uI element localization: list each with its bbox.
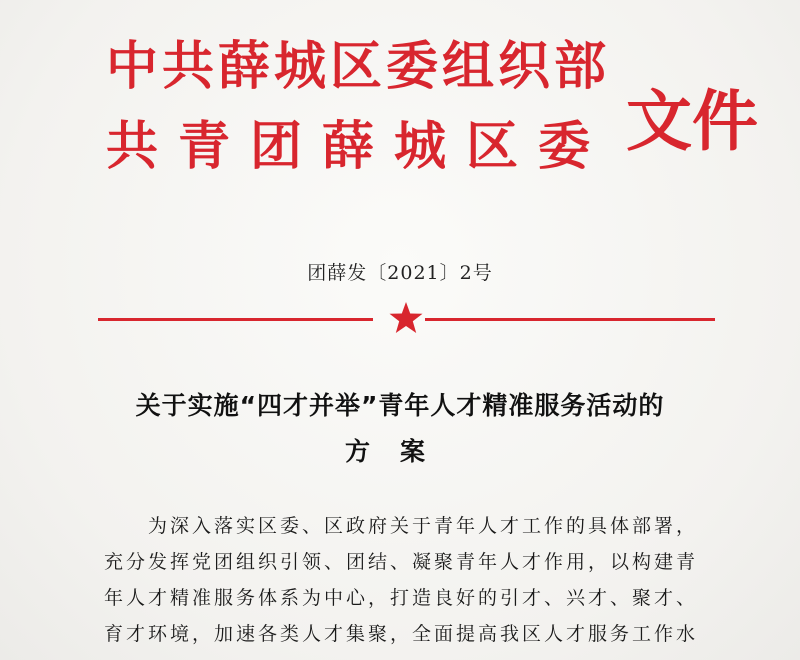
red-rule-left — [98, 318, 373, 321]
document-number: 团薛发〔2021〕2号 — [307, 262, 493, 284]
red-star-icon — [388, 300, 424, 336]
red-rule-right — [425, 318, 715, 321]
body-line: 年人才精准服务体系为中心，打造良好的引才、兴才、聚才、 — [104, 587, 699, 609]
body-line: 育才环境，加速各类人才集聚，全面提高我区人才服务工作水 — [104, 623, 699, 645]
document-title-line-2: 方案 — [344, 437, 455, 466]
body-line: 为深入落实区委、区政府关于青年人才工作的具体部署， — [148, 515, 699, 537]
issuing-org-line-2: 共青团薛城区委 — [106, 117, 611, 177]
body-line: 充分发挥党团组织引领、团结、凝聚青年人才作用，以构建青 — [104, 551, 699, 573]
document-title-line-1: 关于实施“四才并举”青年人才精准服务活动的 — [135, 391, 665, 420]
document-type-label: 文件 — [626, 83, 758, 160]
document-body — [104, 508, 724, 652]
document-header — [100, 18, 758, 178]
issuing-org-line-1: 中共薛城区委组织部 — [106, 37, 611, 97]
